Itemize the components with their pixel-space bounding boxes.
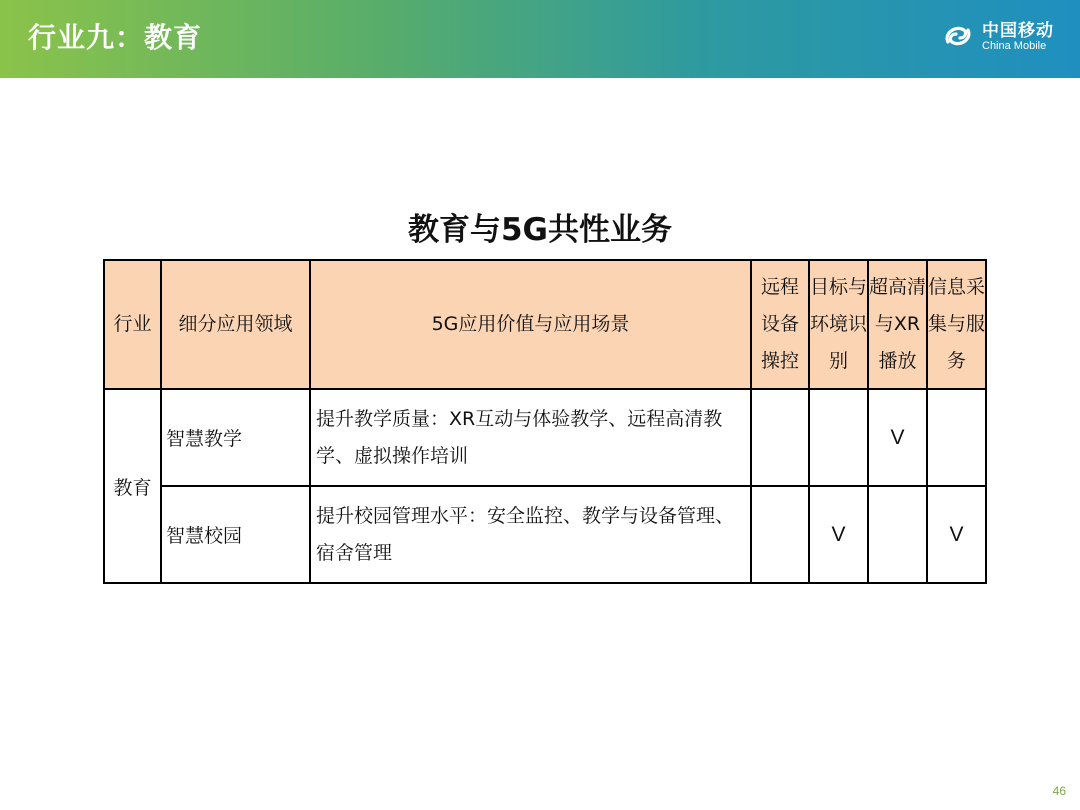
scene-cell: 提升教学质量：XR互动与体验教学、远程高清教学、虚拟操作培训 [310, 389, 751, 486]
service-table [103, 259, 987, 584]
header-cell-scene: 5G应用价值与应用场景 [310, 260, 751, 389]
mark-cell [927, 486, 986, 583]
logo-english-text: China Mobile [982, 40, 1047, 53]
header-cell-info-service: 信息采集与服务 [927, 260, 986, 389]
scene-cell: 提升校园管理水平：安全监控、教学与设备管理、宿舍管理 [310, 486, 751, 583]
domain-cell: 智慧教学 [161, 389, 310, 486]
mark-cell [751, 389, 809, 486]
mark-cell [751, 486, 809, 583]
industry-cell: 教育 [104, 389, 161, 583]
header-bar [0, 0, 1080, 78]
mark-cell [809, 389, 868, 486]
table-title: 教育与5G共性业务 [407, 212, 672, 248]
logo-chinese-text: 中国移动 [982, 21, 1054, 42]
page-number: 46 [1052, 784, 1066, 798]
page-title: 行业九：教育 [28, 21, 203, 54]
header-cell-industry: 行业 [104, 260, 161, 389]
mark-cell [809, 486, 868, 583]
header-cell-uhd-xr: 超高清与XR播放 [868, 260, 927, 389]
header-cell-remote-control: 远程设备操控 [751, 260, 809, 389]
domain-cell: 智慧校园 [161, 486, 310, 583]
mark-cell [927, 389, 986, 486]
check-mark: V [949, 523, 964, 546]
brand-logo [940, 18, 1054, 58]
mark-cell [868, 486, 927, 583]
china-mobile-logo-icon [940, 18, 976, 58]
header-cell-target-recognition: 目标与环境识别 [809, 260, 868, 389]
mark-cell [868, 389, 927, 486]
header-cell-domain: 细分应用领域 [161, 260, 310, 389]
table-header-row [104, 260, 986, 389]
table-row [104, 486, 986, 583]
check-mark: V [890, 426, 905, 449]
check-mark: V [831, 523, 846, 546]
table-row [104, 389, 986, 486]
